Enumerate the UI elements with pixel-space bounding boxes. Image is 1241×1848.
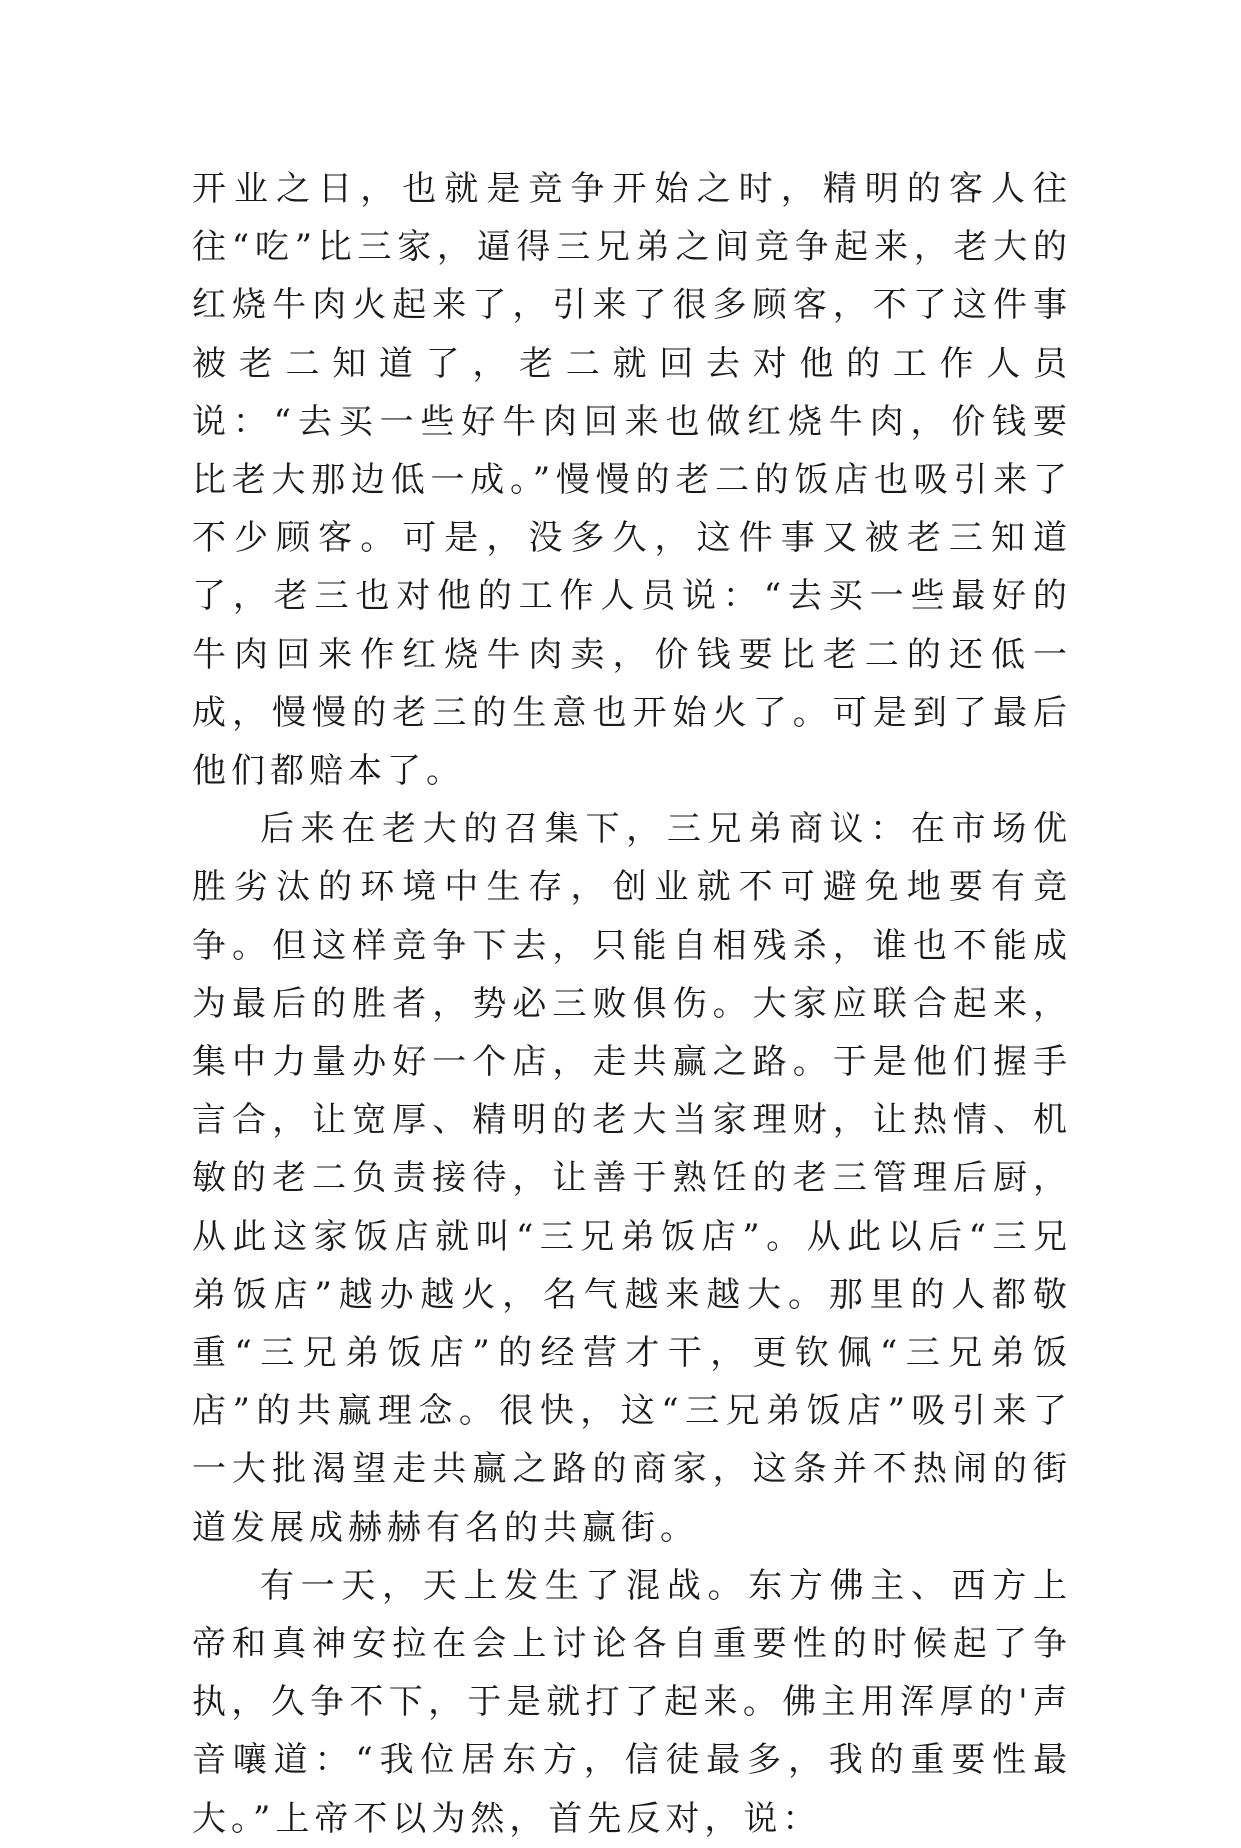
paragraph-1: 开业之日，也就是竞争开始之时，精明的客人往往“吃”比三家，逼得三兄弟之间竞争起来，老大的红烧牛肉火起来了，引来了很多顾客，不了这件事被老二知道了，老二就回去对他的工作人员说：“去买一些好牛肉回来也做红烧牛肉，价钱要比老大那边低一成。”慢慢的老二的饭店也吸引来了不少顾客。可是，没多久，这件事又被老三知道了，老三也对他的工作人员说：“去买一些最好的牛肉回来作红烧牛肉卖，价钱要比老二的还低一成，慢慢的老三的生意也开始火了。可是到了最后他们都赔本了。 <box>192 169 1072 792</box>
paragraph-3: 有一天，天上发生了混战。东方佛主、西方上帝和真神安拉在会上讨论各自重要性的时候起了争执，久争不下，于是就打了起来。佛主用浑厚的'声音嚷道：“我位居东方，信徒最多，我的重要性最大。”上帝不以为然，首先反对，说： <box>192 1565 1072 1839</box>
body-text <box>192 160 1072 1848</box>
paragraph-2: 后来在老大的召集下，三兄弟商议：在市场优胜劣汰的环境中生存，创业就不可避免地要有竞争。但这样竞争下去，只能自相残杀，谁也不能成为最后的胜者，势必三败俱伤。大家应联合起来，集中力量办好一个店，走共赢之路。于是他们握手言合，让宽厚、精明的老大当家理财，让热情、机敏的老二负责接待，让善于熟饪的老三管理后厨，从此这家饭店就叫“三兄弟饭店”。从此以后“三兄弟饭店”越办越火，名气越来越大。那里的人都敬重“三兄弟饭店”的经营才干，更钦佩“三兄弟饭店”的共赢理念。很快，这“三兄弟饭店”吸引来了一大批渴望走共赢之路的商家，这条并不热闹的街道发展成赫赫有名的共赢街。 <box>192 809 1072 1548</box>
